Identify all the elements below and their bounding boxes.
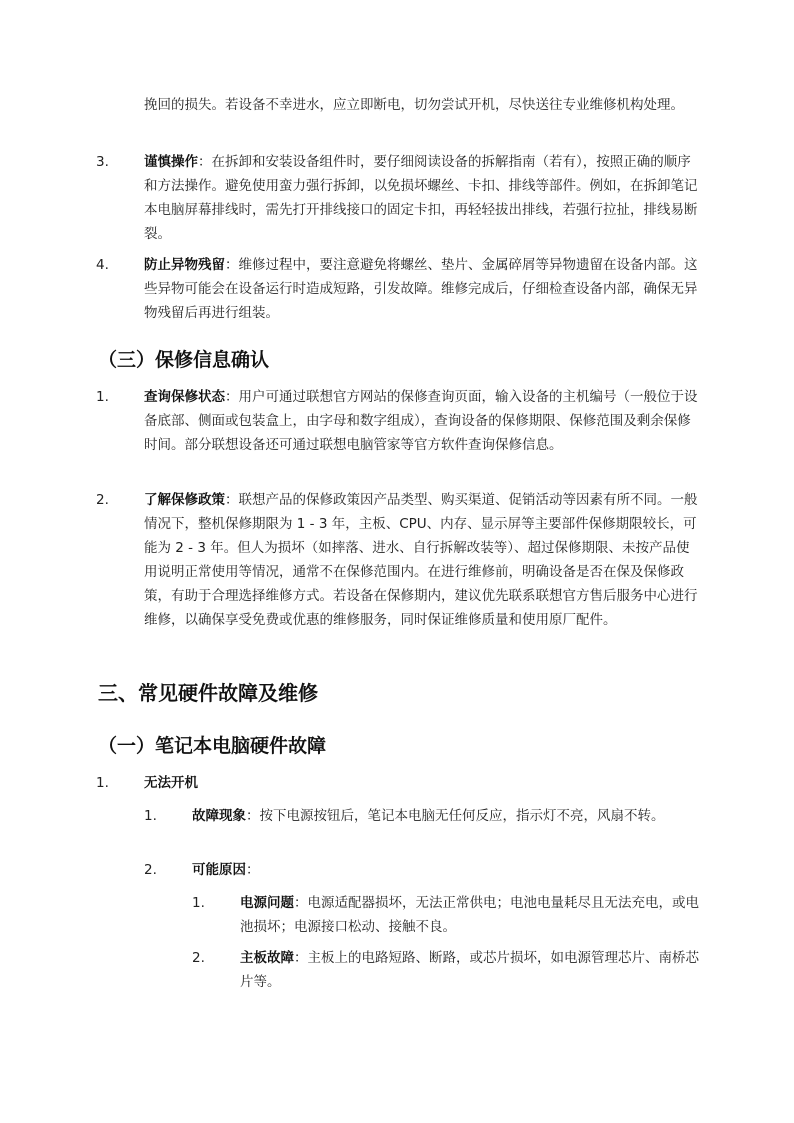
heading-section-3: 三、常见硬件故障及维修 bbox=[98, 681, 318, 705]
list-item-term: 可能原因 bbox=[192, 862, 246, 878]
list-item-term: 无法开机 bbox=[144, 775, 198, 791]
list-item-text: ：按下电源按钮后，笔记本电脑无任何反应，指示灯不亮，风扇不转。 bbox=[246, 808, 665, 824]
list-item-query-warranty bbox=[144, 385, 700, 457]
list-item-warranty-policy bbox=[144, 488, 700, 632]
list-item-term: 防止异物残留 bbox=[144, 257, 225, 273]
list-item-symptom bbox=[192, 804, 700, 828]
list-number: 2. bbox=[96, 492, 109, 508]
list-number: 2. bbox=[144, 862, 157, 878]
list-number: 3. bbox=[96, 154, 109, 170]
list-item-possible-causes bbox=[192, 858, 700, 882]
list-item-text: ：用户可通过联想官方网站的保修查询页面，输入设备的主机编号（一般位于设备底部、侧面或包装盒上，由字母和数字组成），查询设备的保修期限、保修范围及剩余保修时间。部分联想设备还可通过联想电脑管家等官方软件查询保修信息。 bbox=[144, 389, 698, 453]
list-number: 2. bbox=[192, 950, 205, 966]
list-item-text: ：在拆卸和安装设备组件时，要仔细阅读设备的拆解指南（若有），按照正确的顺序和方法操作。避免使用蛮力强行拆卸，以免损坏螺丝、卡扣、排线等部件。例如，在拆卸笔记本电脑屏幕排线时，需先打开排线接口的固定卡扣，再轻轻拔出排线，若强行拉扯，排线易断裂。 bbox=[144, 154, 698, 242]
list-item-term: 谨慎操作 bbox=[144, 154, 198, 170]
list-item-term: 故障现象 bbox=[192, 808, 246, 824]
list-item-term: 电源问题 bbox=[240, 895, 294, 911]
list-item-foreign-objects bbox=[144, 253, 700, 325]
list-item-careful-operation bbox=[144, 150, 700, 246]
list-item-motherboard-fault bbox=[240, 946, 700, 994]
heading-warranty-confirmation: （三）保修信息确认 bbox=[98, 349, 270, 371]
continuation-paragraph: 挽回的损失。若设备不幸进水，应立即断电，切勿尝试开机，尽快送往专业维修机构处理。 bbox=[144, 97, 684, 113]
list-item-no-boot bbox=[144, 771, 700, 795]
list-item-power-problem bbox=[240, 891, 700, 939]
list-number: 4. bbox=[96, 257, 109, 273]
list-item-text: ：电源适配器损坏，无法正常供电；电池电量耗尽且无法充电，或电池损坏；电源接口松动、接触不良。 bbox=[240, 895, 699, 935]
heading-laptop-faults: （一）笔记本电脑硬件故障 bbox=[98, 735, 327, 757]
list-item-term: 主板故障 bbox=[240, 950, 294, 966]
list-number: 1. bbox=[96, 389, 109, 405]
list-item-text: ：联想产品的保修政策因产品类型、购买渠道、促销活动等因素有所不同。一般情况下，整机保修期限为 1 - 3 年，主板、CPU、内存、显示屏等主要部件保修期限较长，可能为 2 - 3 年。但人为损坏（如摔落、进水、自行拆解改装等）、超过保修期限、未按产品使用说明正常使用等情况，通常不在保修范围内。在进行维修前，明确设备是否在保及保修政策，有助于合理选择维修方式。若设备在保修期内，建议优先联系联想官方售后服务中心进行维修，以确保享受免费或优惠的维修服务，同时保证维修质量和使用原厂配件。 bbox=[144, 492, 698, 628]
list-item-text: ：维修过程中，要注意避免将螺丝、垫片、金属碎屑等异物遗留在设备内部。这些异物可能会在设备运行时造成短路，引发故障。维修完成后，仔细检查设备内部，确保无异物残留后再进行组装。 bbox=[144, 257, 698, 321]
list-number: 1. bbox=[96, 775, 109, 791]
list-item-text: ： bbox=[246, 862, 260, 878]
list-number: 1. bbox=[144, 808, 157, 824]
list-item-term: 查询保修状态 bbox=[144, 389, 225, 405]
list-item-text: ：主板上的电路短路、断路，或芯片损坏，如电源管理芯片、南桥芯片等。 bbox=[240, 950, 699, 990]
list-number: 1. bbox=[192, 895, 205, 911]
list-item-term: 了解保修政策 bbox=[144, 492, 225, 508]
